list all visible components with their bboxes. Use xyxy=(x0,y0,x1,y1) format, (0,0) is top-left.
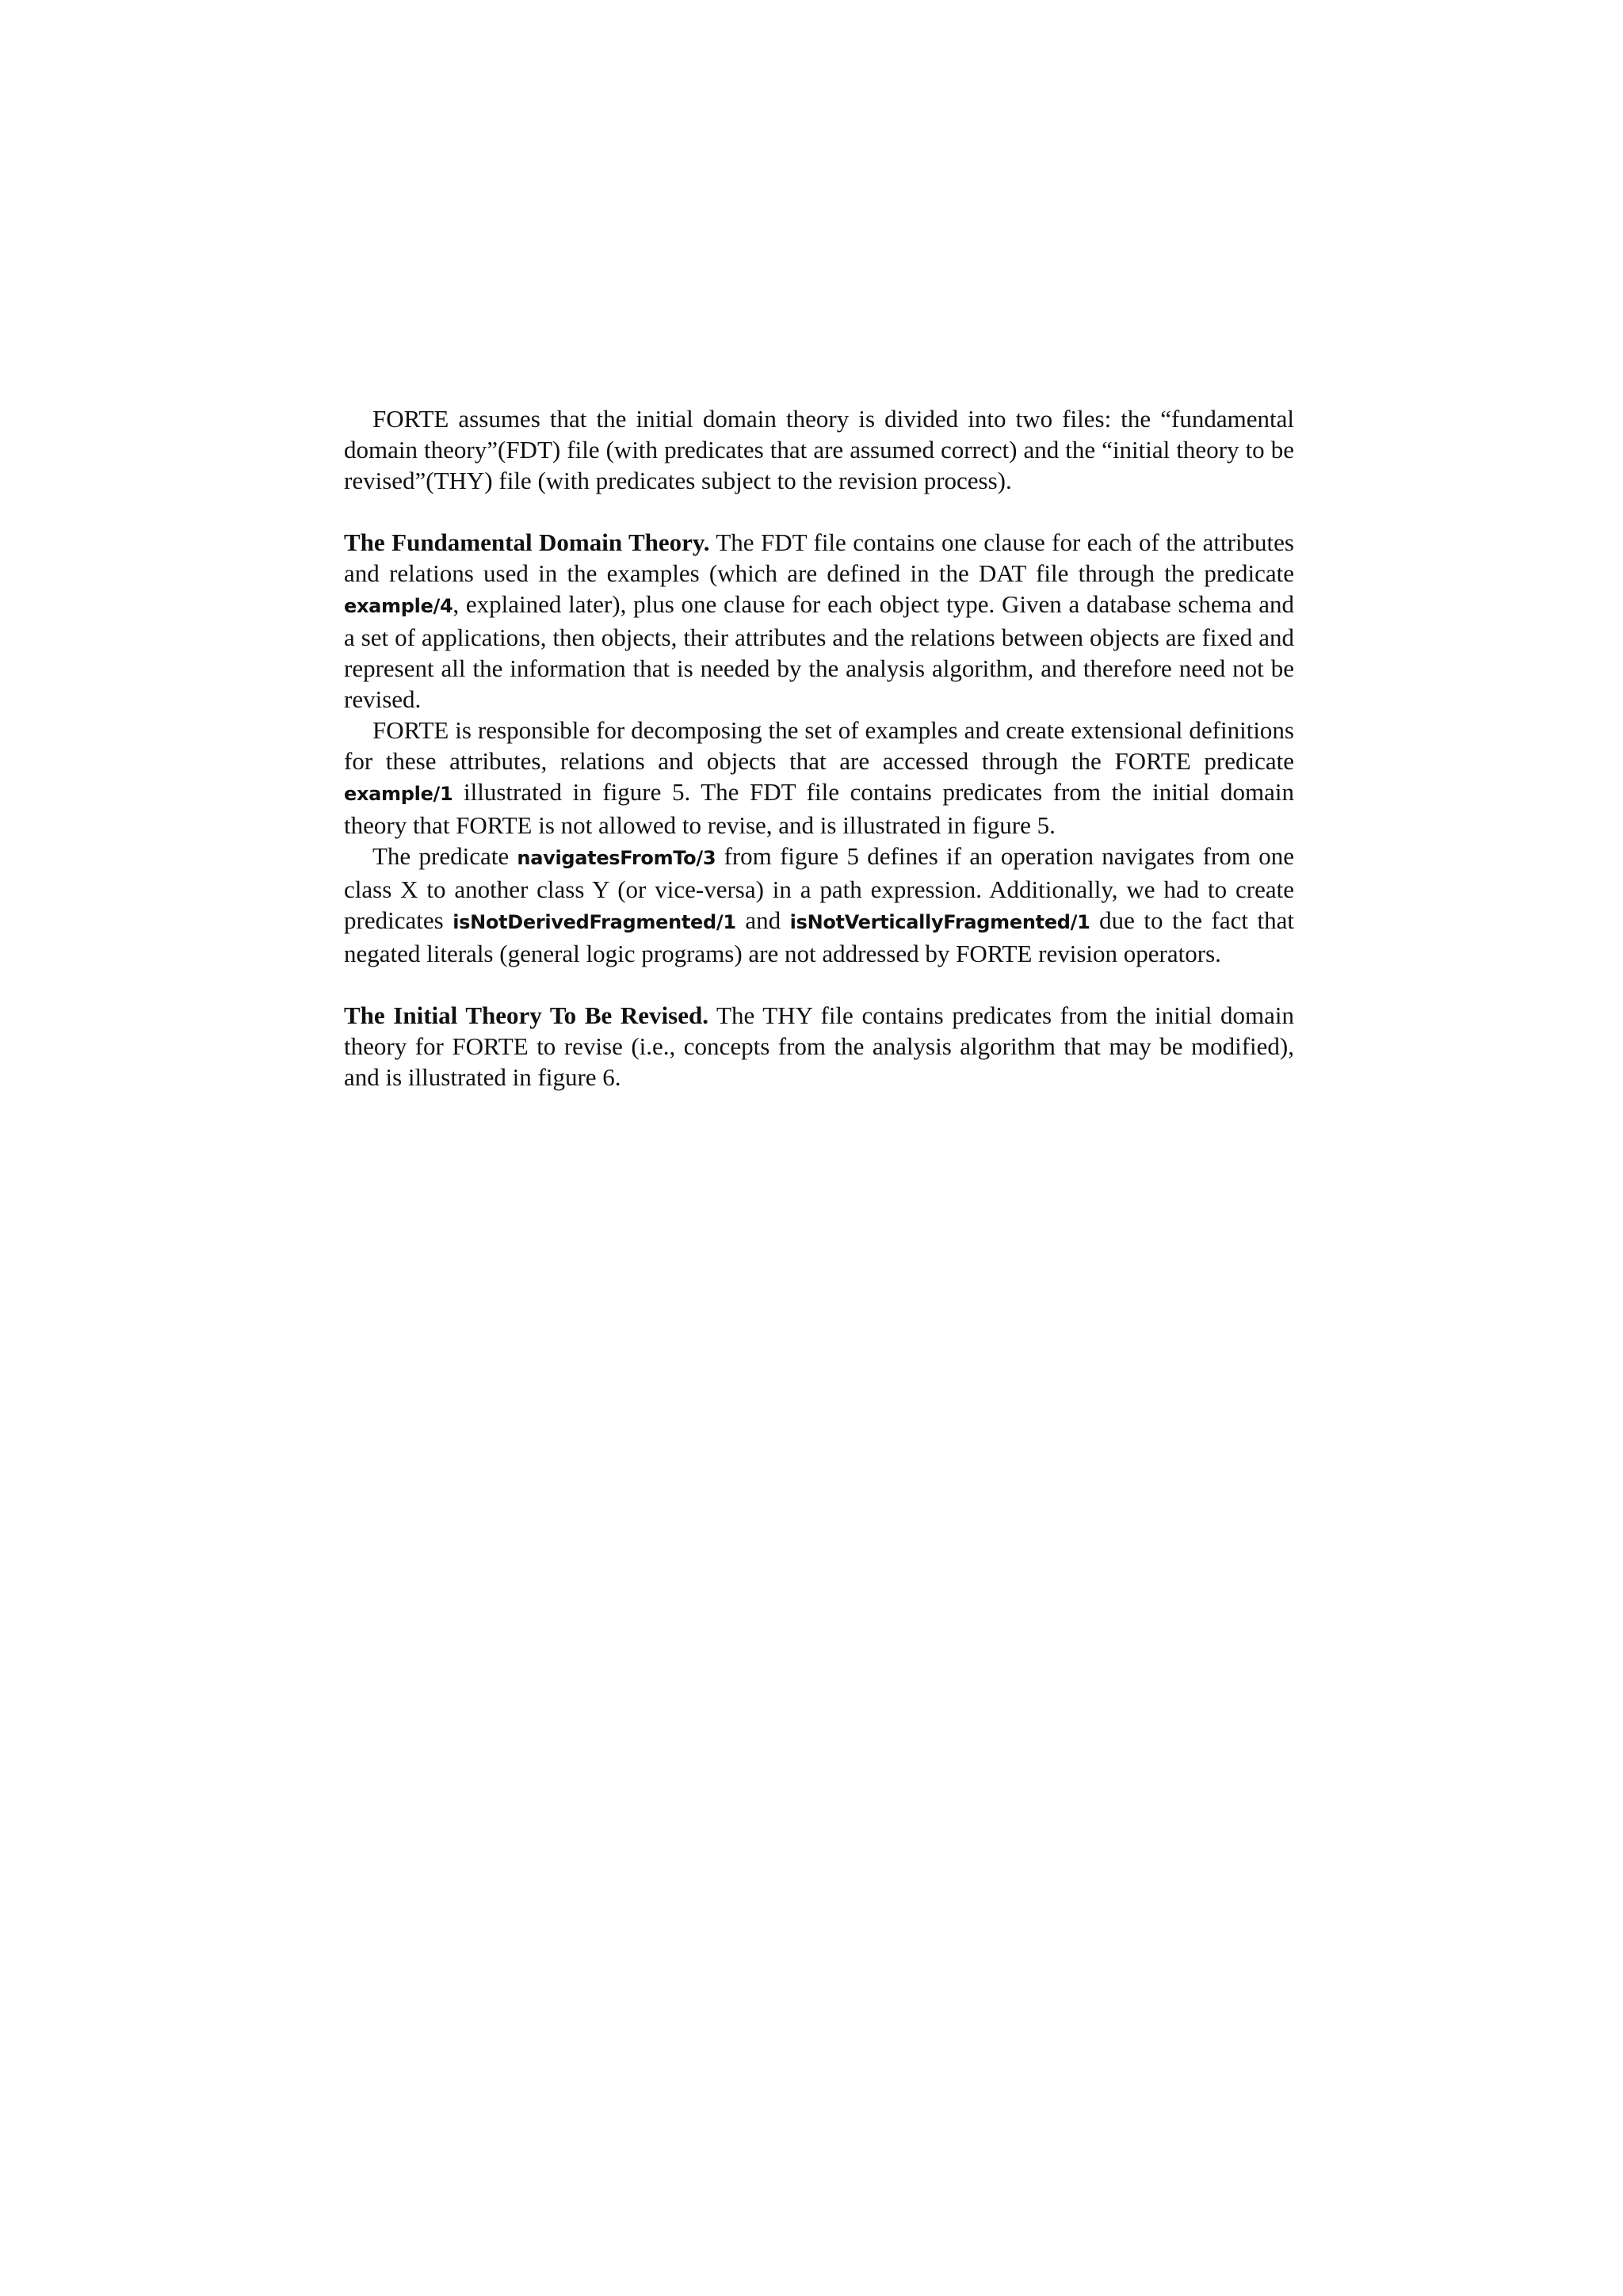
fdt-p3-text-b: from figure 5 defines if an operation navigates from one class X to another class Y (or vice-versa) in a path expression. Additionally, we had to create predicates xyxy=(344,842,1295,934)
fdt-p3-text-a: The predicate xyxy=(372,842,517,870)
thy-paragraph xyxy=(344,1000,1294,1093)
predicate-navigates-from-to: navigatesFromTo/3 xyxy=(517,847,716,869)
predicate-example-1: example/1 xyxy=(344,783,453,805)
intro-paragraph xyxy=(344,403,1294,496)
fdt-paragraph-2 xyxy=(344,715,1294,841)
fdt-paragraph-3 xyxy=(344,841,1294,969)
fdt-heading: The Fundamental Domain Theory. xyxy=(344,528,710,556)
predicate-example-4: example/4 xyxy=(344,595,453,617)
fdt-p1-text-a: The FDT file contains one clause for each of the attributes and relations used in the examples (which are defined in the DAT file through the predicate xyxy=(344,528,1294,587)
fdt-p2-text-b: illustrated in figure 5. The FDT file contains predicates from the initial domain theory that FORTE is not allowed to revise, and is illustrated in figure 5. xyxy=(344,778,1294,839)
predicate-is-not-derived-fragmented: isNotDerivedFragmented/1 xyxy=(453,911,736,933)
fdt-p1-text-b: , explained later), plus one clause for each object type. Given a database schema and a set of applications, then objects, their attributes and the relations between objects are fixed and represent all the information that is needed by the analysis algorithm, and therefore need not be revised. xyxy=(344,590,1294,713)
thy-heading: The Initial Theory To Be Revised. xyxy=(344,1001,708,1029)
predicate-is-not-vertically-fragmented: isNotVerticallyFragmented/1 xyxy=(789,911,1090,933)
fdt-p2-text-a: FORTE is responsible for decomposing the set of examples and create extensional definitions for these attributes, relations and objects that are accessed through the FORTE predicate xyxy=(344,716,1294,775)
fdt-paragraph-1 xyxy=(344,527,1294,715)
intro-text: FORTE assumes that the initial domain theory is divided into two files: the “fundamental domain theory”(FDT) file (with predicates that are assumed correct) and the “initial theory to be revised”(THY) file (with predicates subject to the revision process). xyxy=(344,405,1294,494)
fdt-p3-text-c: and xyxy=(735,906,790,934)
fdt-p3-text-d: due to the fact that negated literals (general logic programs) are not addressed by FORTE revision operators. xyxy=(344,906,1295,967)
document-page xyxy=(344,403,1294,1093)
thy-text: The THY file contains predicates from the initial domain theory for FORTE to revise (i.e., concepts from the analysis algorithm that may be modified), and is illustrated in figure 6. xyxy=(344,1001,1294,1091)
